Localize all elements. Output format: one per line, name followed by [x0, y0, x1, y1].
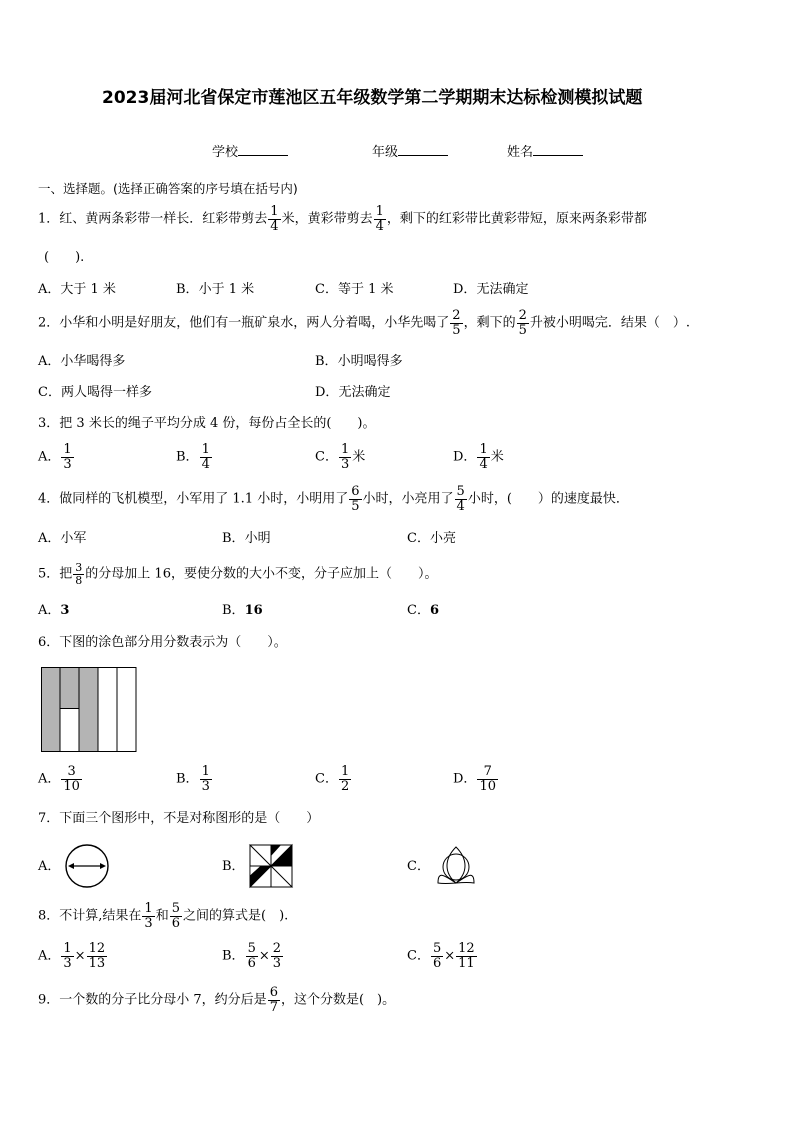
question-number: 7．	[38, 811, 60, 826]
option-d[interactable]: D．无法确定	[315, 385, 391, 400]
option-a[interactable]: A．小军	[38, 531, 87, 546]
name-label: 姓名	[507, 145, 534, 160]
school-label: 学校	[212, 145, 239, 160]
question-text: 小时，小亮用了	[362, 491, 454, 507]
option-d[interactable]: D． $\frac{7}{10}$	[453, 764, 496, 794]
question-text: 一个数的分子比分母小 7，约分后是	[59, 992, 267, 1008]
question-number: 3．	[38, 416, 60, 431]
question-7	[38, 812, 319, 825]
question-text: 把	[59, 566, 73, 582]
option-b[interactable]: B．16	[222, 603, 263, 618]
question-text: 之间的算式是( ).	[183, 908, 289, 924]
question-text: 不计算,结果在	[59, 908, 142, 924]
option-a[interactable]: A．小华喝得多	[38, 354, 126, 369]
question-text: 下面三个图形中，不是对称图形的是（ ）	[59, 811, 320, 826]
question-number: 2．	[38, 315, 60, 331]
question-9	[38, 986, 395, 1014]
question-text: 米，黄彩带剪去	[281, 211, 373, 227]
question-text: 小华和小明是好朋友，他们有一瓶矿泉水，两人分着喝，小华先喝了	[59, 315, 450, 331]
option-c[interactable]: C． $\frac{1}{3}$ 米	[315, 442, 366, 472]
option-a[interactable]: A． $\frac{1}{3}$ × $\frac{12}{13}$	[38, 941, 106, 971]
question-4	[38, 485, 629, 513]
question-text: 的分母加上 16，要使分数的大小不变，分子应加上（ ）。	[85, 566, 438, 582]
option-c[interactable]: C．6	[407, 603, 439, 618]
option-c[interactable]: C．小亮	[407, 531, 456, 546]
circle-double-arrow-figure	[62, 843, 112, 889]
question-number: 8．	[38, 908, 60, 924]
fraction: $\frac{5}{6}$	[171, 901, 180, 931]
option-a[interactable]: A．3	[38, 603, 70, 618]
fraction: $\frac{2}{5}$	[518, 308, 527, 338]
question-number: 6．	[38, 635, 60, 650]
section-heading: 一、选择题。(选择正确答案的序号填在括号内)	[38, 181, 298, 196]
fraction: $\frac{2}{5}$	[452, 308, 461, 338]
fraction: $\frac{6}{5}$	[351, 484, 360, 514]
fraction: $\frac{7}{10}$	[479, 764, 496, 794]
question-text: 和	[155, 908, 169, 924]
fraction: $\frac{1}{4}$	[270, 204, 279, 234]
question-6	[38, 636, 287, 649]
question-8	[38, 902, 288, 930]
fraction: $\frac{1}{3}$	[63, 442, 72, 472]
question-text: 把 3 米长的绳子平均分成 4 份，每份占全长的( )。	[59, 416, 376, 431]
question-text: ，剩下的	[463, 315, 516, 331]
question-number: 1．	[38, 211, 60, 227]
option-a[interactable]: A． $\frac{1}{3}$	[38, 442, 72, 472]
fraction: $\frac{3}{8}$	[75, 561, 83, 587]
fraction: $\frac{1}{4}$	[201, 442, 210, 472]
fraction: $\frac{1}{4}$	[375, 204, 384, 234]
question-number: 9．	[38, 992, 60, 1008]
question-text: ，剩下的红彩带比黄彩带短，原来两条彩带都	[386, 211, 647, 227]
school-field	[212, 143, 288, 159]
question-5	[38, 562, 437, 586]
option-b[interactable]: B． $\frac{1}{3}$	[176, 764, 210, 794]
fraction: $\frac{1}{2}$	[340, 764, 350, 794]
name-blank	[533, 143, 583, 156]
option-b[interactable]: B． $\frac{5}{6}$ × $\frac{2}{3}$	[222, 941, 282, 971]
option-b[interactable]: B．	[222, 859, 245, 874]
fraction: $\frac{1}{3}$	[144, 901, 153, 931]
fraction: $\frac{1}{3}$	[201, 764, 210, 794]
name-field	[507, 143, 583, 159]
option-b[interactable]: B．小明	[222, 531, 271, 546]
grade-blank	[398, 143, 448, 156]
triquetra-figure	[432, 843, 480, 889]
question-text: 做同样的飞机模型，小军用了 1.1 小时，小明用了	[59, 491, 349, 507]
option-d[interactable]: D．无法确定	[453, 282, 529, 297]
question-text: 红、黄两条彩带一样长．红彩带剪去	[59, 211, 268, 227]
school-blank	[238, 143, 288, 156]
question-number: 4．	[38, 491, 60, 507]
option-c[interactable]: C． $\frac{5}{6}$ × $\frac{12}{11}$	[407, 941, 475, 971]
option-b[interactable]: B．小明喝得多	[315, 354, 403, 369]
question-1	[38, 205, 647, 233]
question-text: 升被小明喝完．结果（ ）.	[529, 315, 691, 331]
option-b[interactable]: B．小于 1 米	[176, 282, 255, 297]
option-b[interactable]: B． $\frac{1}{4}$	[176, 442, 210, 472]
pinwheel-figure	[248, 843, 294, 889]
question-text: ，这个分数是( )。	[280, 992, 396, 1008]
option-c[interactable]: C．等于 1 米	[315, 282, 394, 297]
fraction: $\frac{1}{4}$	[479, 442, 488, 472]
option-d[interactable]: D． $\frac{1}{4}$ 米	[453, 442, 504, 472]
question-text: 小时，( ）的速度最快．	[467, 491, 629, 507]
option-a[interactable]: A．大于 1 米	[38, 282, 116, 297]
question-2	[38, 309, 690, 337]
answer-paren: ( ).	[44, 250, 85, 265]
fraction: $\frac{6}{7}$	[269, 985, 278, 1015]
option-c[interactable]: C．两人喝得一样多	[38, 385, 152, 400]
grade-label: 年级	[372, 145, 399, 160]
fraction: $\frac{5}{4}$	[456, 484, 465, 514]
shaded-grid-figure	[41, 667, 137, 753]
fraction: $\frac{1}{3}$	[340, 442, 350, 472]
question-number: 5．	[38, 566, 60, 582]
question-text: 下图的涂色部分用分数表示为（ ）。	[59, 635, 287, 650]
fraction: $\frac{3}{10}$	[63, 764, 80, 794]
option-a[interactable]: A．	[38, 859, 61, 874]
option-c[interactable]: C．	[407, 859, 430, 874]
grade-field	[372, 143, 448, 159]
page-title: 2023届河北省保定市莲池区五年级数学第二学期期末达标检测模拟试题	[102, 88, 643, 108]
question-3	[38, 417, 376, 430]
option-a[interactable]: A． $\frac{3}{10}$	[38, 764, 80, 794]
option-c[interactable]: C． $\frac{1}{2}$	[315, 764, 350, 794]
